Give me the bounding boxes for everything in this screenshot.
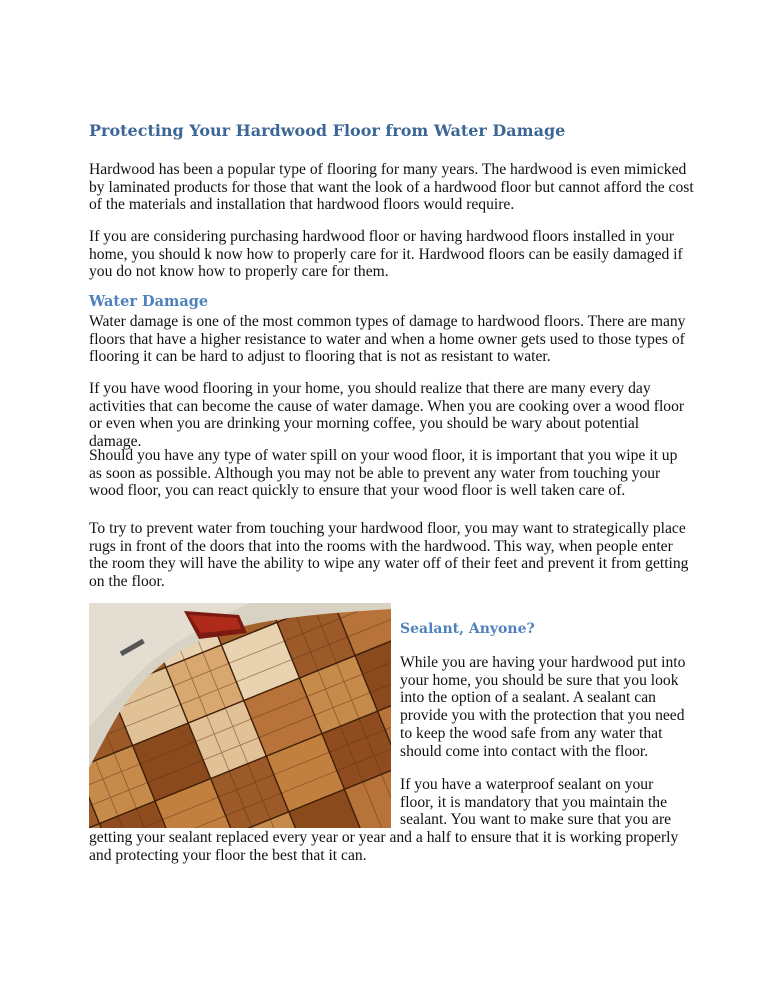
water-damage-paragraph-2: If you have wood flooring in your home, you should realize that there are many every day activities that can become the cause of water damage. When you are cooking over a wood floor or even when you are drinking your morning coffee, you should be wary about potential damage. [89, 380, 685, 451]
water-damage-heading: Water Damage [89, 293, 209, 310]
document-title: Protecting Your Hardwood Floor from Water Damage [89, 121, 566, 140]
water-damage-paragraph-3: Should you have any type of water spill on your wood floor, it is important that you wipe it up as soon as possible. Although you may not be able to prevent any water from touching your wood floor, you can react quickly to ensure that your wood floor is well taken care of. [89, 447, 678, 500]
intro-paragraph-2: If you are considering purchasing hardwood floor or having hardwood floors installed in your home, you should k now how to properly care for it. Hardwood floors can be easily damaged if you do not know how to properly care for them. [89, 228, 683, 281]
sealant-paragraph-2-continuation: getting your sealant replaced every year or year and a half to ensure that it is working properly and protecting your floor the best that it can. [89, 829, 679, 864]
sealant-paragraph-2: If you have a waterproof sealant on your floor, it is mandatory that you maintain the sealant. You want to make sure that you are [400, 776, 672, 829]
sealant-paragraph-1: While you are having your hardwood put into your home, you should be sure that you look into the option of a sealant. A sealant can provide you with the protection that you need to keep the wood safe from any water that should come into contact with the floor. [400, 654, 686, 760]
intro-paragraph-1: Hardwood has been a popular type of flooring for many years. The hardwood is even mimicked by laminated products for those that want the look of a hardwood floor but cannot afford the cost of the materials and installation that hardwood floors would require. [89, 161, 694, 214]
water-damaged-parquet-floor-photo [89, 603, 391, 828]
water-damage-paragraph-1: Water damage is one of the most common types of damage to hardwood floors. There are many floors that have a higher resistance to water and when a home owner gets used to those types of flooring it can be hard to adjust to flooring that is not as resistant to water. [89, 313, 686, 366]
water-damage-paragraph-4: To try to prevent water from touching your hardwood floor, you may want to strategically place rugs in front of the doors that into the rooms with the hardwood. This way, when people enter the room they will have the ability to wipe any water off of their feet and prevent it from getting on the floor. [89, 520, 689, 591]
sealant-heading: Sealant, Anyone? [400, 621, 535, 637]
